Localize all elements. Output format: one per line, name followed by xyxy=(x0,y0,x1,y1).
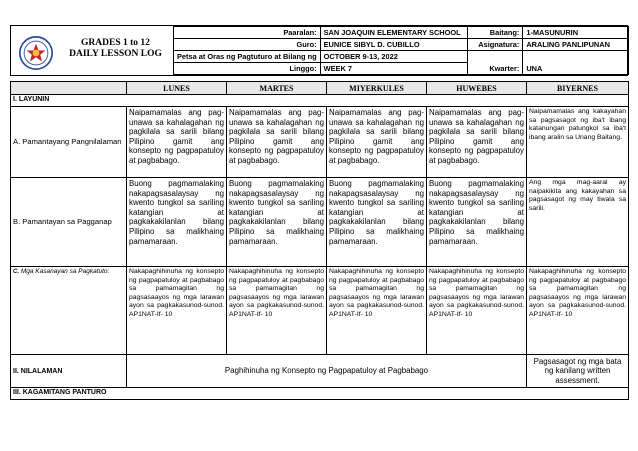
header-row-teacher xyxy=(174,39,629,51)
day-monday: LUNES xyxy=(127,82,227,95)
cell-wednesday: Naipamamalas ang pag-unawa sa kahalagahan ng pagkilala sa sarili bilang Pilipino gamit ang konsepto ng pagpapatuloy at pagbabago. xyxy=(327,107,427,178)
day-friday: BIYERNES xyxy=(527,82,629,95)
header-row-week xyxy=(174,63,629,75)
row-mga-kasanayan xyxy=(11,267,629,355)
cell-thursday: Nakapaghihinuha ng konsepto ng pagpapatuloy at pagbabago sa pamamagitan ng pagsasaayos ng mga larawan ayon sa pagkakasunod-sunod. AP1NAT-If- 10 xyxy=(427,267,527,355)
quarter-label: Kwarter: xyxy=(468,63,523,75)
subject-value: ARALING PANLIPUNAN xyxy=(523,39,629,51)
nilalaman-topic: Paghihinuha ng Konsepto ng Pagpapatuloy at Pagbabago xyxy=(127,355,527,388)
title-line-1: GRADES 1 to 12 xyxy=(81,38,150,48)
week-label: Linggo: xyxy=(174,63,321,75)
teacher-label: Guro: xyxy=(174,39,321,51)
row-pamantayang-pangnilalaman xyxy=(11,107,629,178)
cell-friday: Nakapaghihinuha ng konsepto ng pagpapatuloy at pagbabago sa pamamagitan ng pagsasaayos ng mga larawan ayon sa pagkakasunod-sunod. AP1NAT-If- 10 xyxy=(527,267,629,355)
date-value: OCTOBER 9-13, 2022 xyxy=(320,51,468,63)
row-pamantayan-sa-pagganap xyxy=(11,178,629,267)
cell-thursday: Naipamamalas ang pag-unawa sa kahalagahan ng pagkilala sa sarili bilang Pilipino gamit ang konsepto ng pagpapatuloy at pagbabago. xyxy=(427,107,527,178)
row-label xyxy=(11,178,127,267)
row-label-text: A. Pamantayang Pangnilalaman xyxy=(13,137,122,147)
row-label xyxy=(11,267,127,355)
grade-label: Baitang: xyxy=(468,27,523,39)
cell-tuesday: Buong pagmamalaking nakapagsasalaysay ng kwento tungkol sa sariling katangian at pagkakakilanlan bilang Pilipino sa malikhaing pamamaraan. xyxy=(227,178,327,267)
section-kagamitang xyxy=(11,388,629,400)
cell-thursday: Buong pagmamalaking nakapagsasalaysay ng kwento tungkol sa sariling katangian at pagkakakilanlan bilang Pilipino sa malikhaing pamamaraan. xyxy=(427,178,527,267)
day-tuesday: MARTES xyxy=(227,82,327,95)
document-title xyxy=(58,38,173,60)
header-block xyxy=(10,25,628,76)
header-row-date xyxy=(174,51,629,63)
date-label: Petsa at Oras ng Pagtuturo at Bilang ng xyxy=(174,51,321,63)
blank-cell xyxy=(523,51,629,63)
title-line-2: DAILY LESSON LOG xyxy=(69,49,162,59)
deped-seal-icon xyxy=(19,36,53,70)
cell-wednesday: Nakapaghihinuha ng konsepto ng pagpapatuloy at pagbabago sa pamamagitan ng pagsasaayos ng mga larawan ayon sa pagkakasunod-sunod. AP1NAT-If- 10 xyxy=(327,267,427,355)
section-title: I. LAYUNIN xyxy=(11,95,629,107)
lesson-log-sheet xyxy=(10,25,628,396)
row-nilalaman xyxy=(11,355,629,388)
row-label-text: B. Pamantayan sa Pagganap xyxy=(13,217,112,227)
cell-monday: Naipamamalas ang pag-unawa sa kahalagahan ng pagkilala sa sarili bilang Pilipino gamit ang konsepto ng pagpapatuloy at pagbabago. xyxy=(127,107,227,178)
section-layunin xyxy=(11,95,629,107)
section-title: III. KAGAMITANG PANTURO xyxy=(11,388,629,400)
blank-cell xyxy=(468,51,523,63)
quarter-value: UNA xyxy=(523,63,629,75)
week-value: WEEK 7 xyxy=(320,63,468,75)
school-label: Paaralan: xyxy=(174,27,321,39)
cell-monday: Nakapaghihinuha ng konsepto ng pagpapatuloy at pagbabago sa pamamagitan ng pagsasaayos ng mga larawan ayon sa pagkakasunod-sunod. AP1NAT-If- 10 xyxy=(127,267,227,355)
teacher-value: EUNICE SIBYL D. CUBILLO xyxy=(320,39,468,51)
day-header-row xyxy=(11,82,629,95)
row-label-text: Mga Kasanayan sa Pagkatuto: xyxy=(20,268,110,275)
cell-wednesday: Buong pagmamalaking nakapagsasalaysay ng kwento tungkol sa sariling katangian at pagkakakilanlan bilang Pilipino sa malikhaing pamamaraan. xyxy=(327,178,427,267)
cell-tuesday: Naipamamalas ang pag-unawa sa kahalagahan ng pagkilala sa sarili bilang Pilipino gamit ang konsepto ng pagpapatuloy at pagbabago. xyxy=(227,107,327,178)
header-row-school xyxy=(174,27,629,39)
day-thursday: HUWEBES xyxy=(427,82,527,95)
cell-friday: Naipamamalas ang kakayahan sa pagsasagot ng iba't ibang katanungan patungkol sa iba't ibang aralin sa Unang Baitang. xyxy=(527,107,629,178)
school-value: SAN JOAQUIN ELEMENTARY SCHOOL xyxy=(320,27,468,39)
section-title: II. NILALAMAN xyxy=(11,355,127,388)
cell-monday: Buong pagmamalaking nakapagsasalaysay ng kwento tungkol sa sariling katangian at pagkakakilanlan bilang Pilipino sa malikhaing pamamaraan. xyxy=(127,178,227,267)
header-info-table xyxy=(173,26,629,75)
lesson-log-table xyxy=(10,81,629,400)
corner-cell xyxy=(11,82,127,95)
cell-friday: Ang mga mag-aaral ay naipakikita ang kakayahan sa pagsasagot ng may tiwala sa sarili. xyxy=(527,178,629,267)
grade-value: 1-MASUNURIN xyxy=(523,27,629,39)
day-wednesday: MIYERKULES xyxy=(327,82,427,95)
cell-tuesday: Nakapaghihinuha ng konsepto ng pagpapatuloy at pagbabago sa pamamagitan ng pagsasaayos ng mga larawan ayon sa pagkakasunod-sunod. AP1NAT-If- 10 xyxy=(227,267,327,355)
subject-label: Asignatura: xyxy=(468,39,523,51)
nilalaman-friday: Pagsasagot ng mga bata ng kanilang written assessment. xyxy=(527,355,629,388)
row-label-letter: C. xyxy=(13,269,19,275)
row-label xyxy=(11,107,127,178)
